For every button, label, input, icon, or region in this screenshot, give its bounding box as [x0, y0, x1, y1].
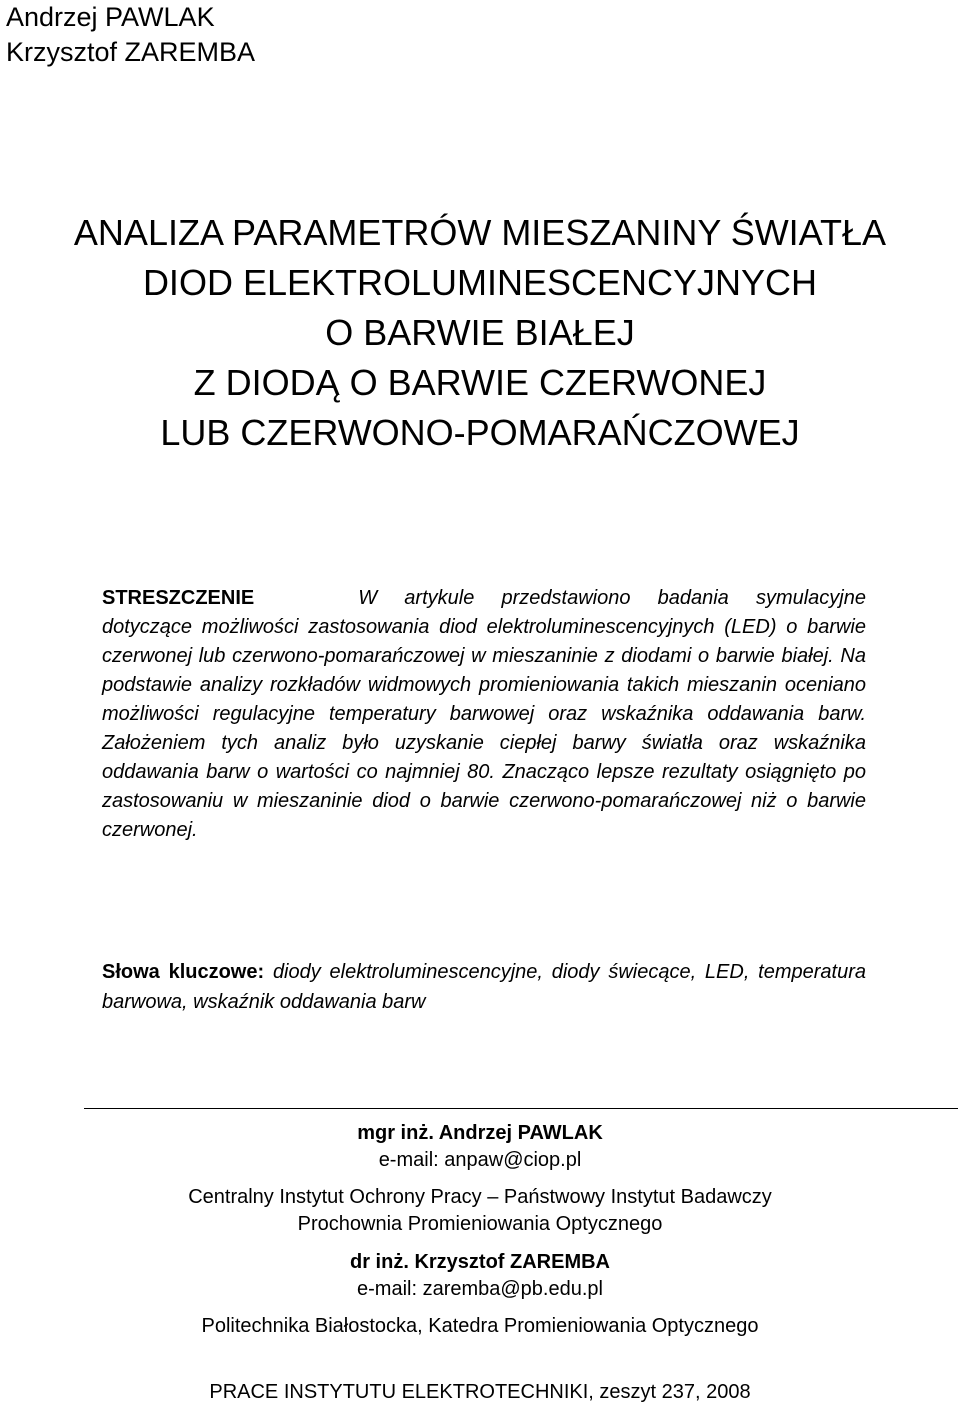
title-line-3: O BARWIE BIAŁEJ: [325, 312, 635, 353]
author-1-department: Prochownia Promieniowania Optycznego: [297, 1213, 663, 1235]
author-1-email: e-mail: anpaw@ciop.pl: [378, 1149, 582, 1171]
author-2-email: e-mail: zaremba@pb.edu.pl: [357, 1278, 603, 1300]
title-line-2: DIOD ELEKTROLUMINESCENCYJNYCH: [142, 262, 818, 303]
keywords-terms: diody elektroluminescencyjne, diody świecące, LED, temperatura barwowa, wskaźnik oddawania barw: [102, 961, 866, 1013]
separator-rule: [84, 1108, 958, 1109]
header-author-2: Krzysztof ZAREMBA: [6, 37, 256, 67]
journal-footer: PRACE INSTYTUTU ELEKTROTECHNIKI, zeszyt 237, 2008: [209, 1381, 751, 1403]
title-line-4: Z DIODĄ O BARWIE CZERWONEJ: [193, 362, 767, 403]
author-1-institution: Centralny Instytut Ochrony Pracy – Państwowy Instytut Badawczy: [188, 1186, 772, 1208]
title-line-1: ANALIZA PARAMETRÓW MIESZANINY ŚWIATŁA: [73, 212, 887, 253]
abstract-text: W artykule przedstawiono badania symulacyjne dotyczące możliwości zastosowania diod elektroluminescencyjnych (LED) o barwie czerwonej lub czerwono-pomarańczowej w mieszaninie z diodami o barwie białej. Na podstawie analizy rozkładów widmowych promieniowania takich mieszanin oceniano możliwości regulacyjne temperatury barwowej oraz wskaźnika oddawania barw. Założeniem tych analiz było uzyskanie ciepłej barwy światła oraz wskaźnika oddawania barw o wartości co najmniej 80. Znacząco lepsze rezultaty osiągnięto po zastosowaniu w mieszaninie diod o barwie czerwono-pomarańczowej niż o barwie czerwonej.: [102, 587, 866, 841]
header-author-1: Andrzej PAWLAK: [6, 2, 215, 32]
title-line-5: LUB CZERWONO-POMARAŃCZOWEJ: [160, 412, 800, 453]
keywords: [102, 957, 866, 1017]
author-2-institution: Politechnika Białostocka, Katedra Promieniowania Optycznego: [201, 1315, 759, 1337]
keywords-label: Słowa kluczowe:: [102, 961, 265, 983]
affiliation-block-1: [0, 1120, 960, 1238]
abstract-label: STRESZCZENIE: [102, 587, 255, 609]
paper-title: [0, 208, 960, 458]
author-2-name: dr inż. Krzysztof ZAREMBA: [350, 1251, 610, 1273]
abstract: [102, 584, 866, 845]
affiliation-block-2: [0, 1249, 960, 1340]
header-authors: [6, 0, 255, 70]
author-1-name: mgr inż. Andrzej PAWLAK: [357, 1122, 603, 1144]
